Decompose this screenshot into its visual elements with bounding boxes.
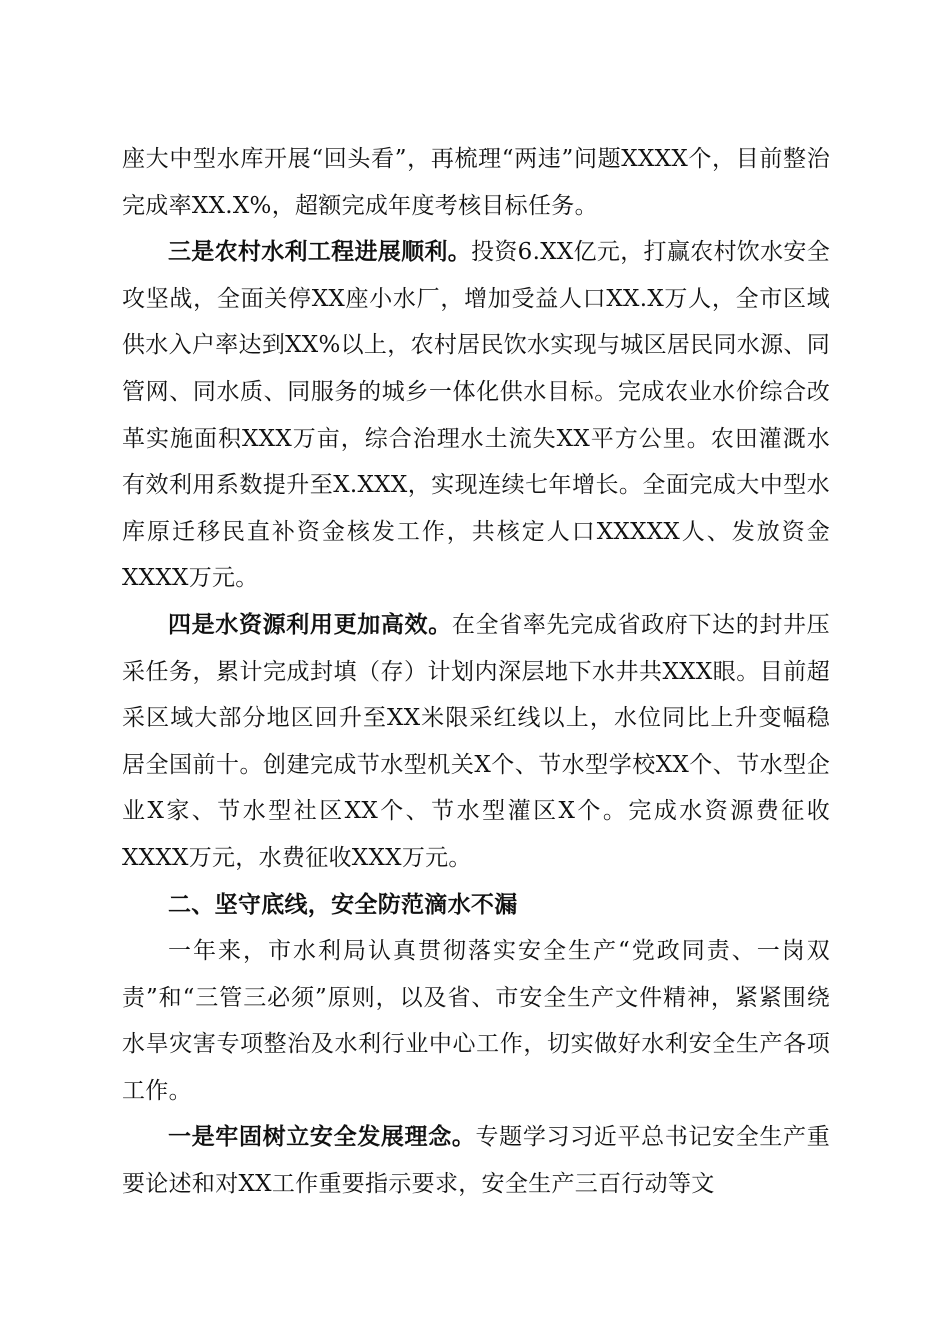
paragraph-safety-overview: [122, 928, 830, 1114]
paragraph-rural-water-projects: [122, 229, 830, 602]
paragraph-text: 专题学习习近平总书记安全生产重要论述和对XX工作重要指示要求，安全生产三百行动等文: [122, 1124, 831, 1198]
paragraph-lead: 四是水资源利用更加高效。: [168, 610, 452, 638]
paragraph-safety-concept: [122, 1114, 830, 1207]
paragraph-text: 在全省率先完成省政府下达的封井压采任务，累计完成封填（存）计划内深层地下水井共XXX眼。目前超采区域大部分地区回升至XX米限采红线以上，水位同比上升变幅稳居全国前十。创建完成节水型机关X个、节水型学校XX个、节水型企业X家、节水型社区XX个、节水型灌区X个。完成水资源费征收XXXX万元，水费征收XXX万元。: [122, 611, 830, 871]
paragraph-text: 一年来，市水利局认真贯彻落实安全生产“党政同责、一岗双责”和“三管三必须”原则，以及省、市安全生产文件精神，紧紧围绕水旱灾害专项整治及水利行业中心工作，切实做好水利安全生产各项工作。: [122, 938, 830, 1104]
paragraph-water-resources: [122, 602, 830, 882]
paragraph-continuation: [122, 136, 830, 229]
paragraph-text: 座大中型水库开展“回头看”，再梳理“两违”问题XXXX个，目前整治完成率XX.X%，超额完成年度考核目标任务。: [122, 146, 830, 219]
paragraph-lead: 三是农村水利工程进展顺利。: [168, 238, 472, 266]
document-body: [122, 136, 830, 1208]
paragraph-text: 投资6.XX亿元，打赢农村饮水安全攻坚战，全面关停XX座小水厂，增加受益人口XX.X万人，全市区域供水入户率达到XX%以上，农村居民饮水实现与城区居民同水源、同管网、同水质、同服务的城乡一体化供水目标。完成农业水价综合改革实施面积XXX万亩，综合治理水土流失XX平方公里。农田灌溉水有效利用系数提升至X.XXX，实现连续七年增长。全面完成大中型水库原迁移民直补资金核发工作，共核定人口XXXXX人、发放资金XXXX万元。: [122, 239, 831, 592]
section-heading: 二、坚守底线，安全防范滴水不漏: [168, 891, 518, 918]
paragraph-lead: 一是牢固树立安全发展理念。: [168, 1123, 476, 1151]
